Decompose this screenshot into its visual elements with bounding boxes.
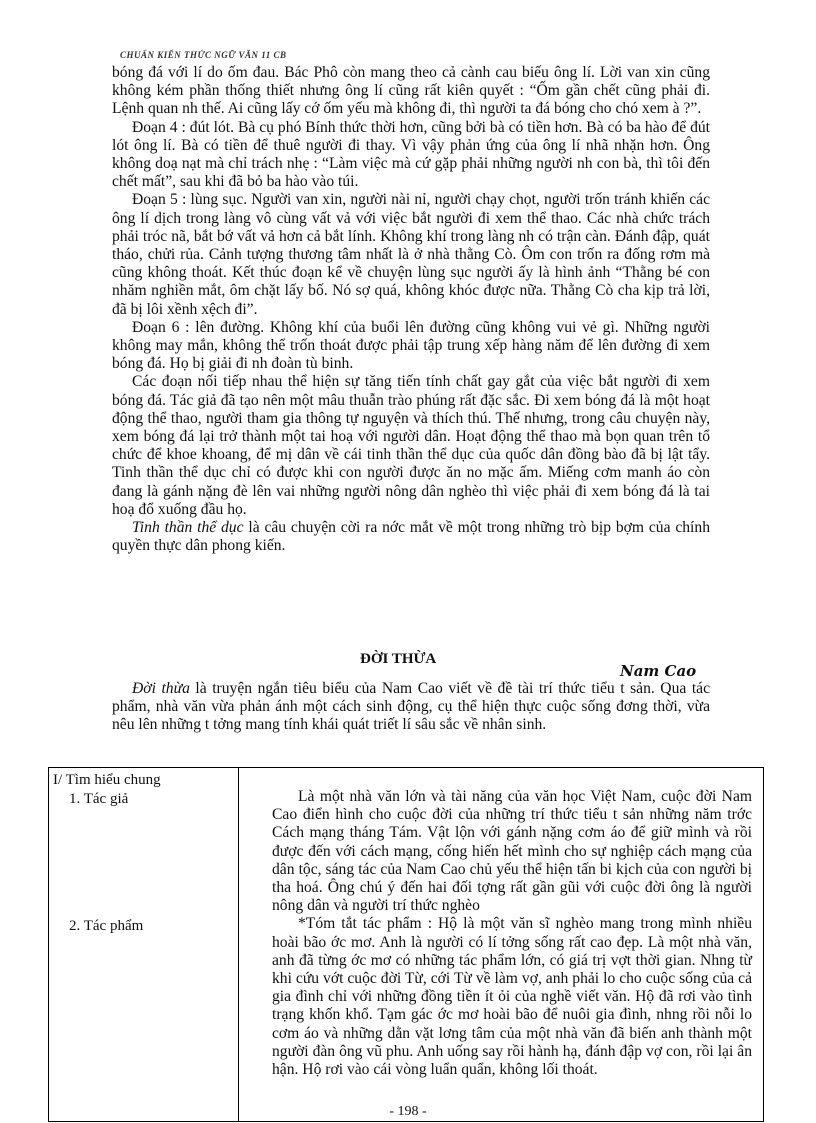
table-right-column — [239, 768, 763, 1121]
intro-text — [112, 680, 710, 735]
italic-title: Tinh thần thể dục — [132, 519, 244, 537]
intro-italic: Đời thừa — [132, 680, 190, 697]
author-name: Nam Cao — [620, 662, 697, 680]
table-heading: I/ Tìm hiểu chung — [53, 772, 161, 788]
paragraph-3: Đoạn 5 : lùng sục. Người van xin, người nài nỉ, người chạy chọt, người trốn tránh khiến các ông lí dịch trong làng vô cùng vất vả với việc bắt người đi xem thể thao. Các nhà chức trách phải tróc nã, bắt bớ vất vả hơn cả bắt lính. Không khí trong làng nh có trận càn. Đánh đập, quát tháo, chửi rủa. Cảnh tượng thương tâm nhất là ở nhà thằng Cò. Ôm con trốn ra đống rơm mà cũng không thoát. Kết thúc đoạn kể về chuyện lùng sục người ấy là hình ảnh “Thằng bé con nhăm nghiền mắt, ôm chặt lấy bố. Nó sợ quá, không khóc được nữa. Thằng Cò cha kịp trả lời, đã bị lôi xềnh xệch đi”. — [112, 191, 710, 318]
content-table — [48, 767, 764, 1122]
table-item-author: 1. Tác giả — [69, 791, 129, 807]
paragraph-5: Các đoạn nối tiếp nhau thể hiện sự tăng tiến tính chất gay gắt của việc bắt người đi xem bóng đá. Tác giả đã tạo nên một mâu thuẫn trào phúng rất đặc sắc. Đi xem bóng đá là một hoạt động thể thao, người tham gia thông tự nguyện và thích thú. Thế nhưng, trong câu chuyện này, xem bóng đá lại trở thành một tai hoạ với người dân. Hoạt động thể thao mà bọn quan trên tổ chức để khoe khoang, để mị dân về cái tinh thần thể dục của quốc dân đồng bào đã bị lật tẩy. Tinh thần thể dục chỉ có được khi con người được ăn no mặc ấm. Miếng cơm manh áo còn đang là gánh nặng đè lên vai những người nông dân nghèo thì việc phải đi xem bóng đá là tai hoạ đổ xuống đầu họ. — [112, 373, 710, 518]
paragraph-4: Đoạn 6 : lên đường. Không khí của buổi lên đường cũng không vui vẻ gì. Những người không may mắn, không thể trốn thoát được phải tập trung xếp hàng năm để lên đường đi xem bóng đá. Họ bị giải đi nh đoàn tù binh. — [112, 318, 710, 373]
table-item-work: 2. Tác phẩm — [69, 918, 144, 934]
author-description: Là một nhà văn lớn và tài năng của văn học Việt Nam, cuộc đời Nam Cao điển hình cho cuộc đời của những trí thức tiểu t sản những năm trớc Cách mạng tháng Tám. Vật lộn với gánh nặng cơm áo để giữ mình và rồi được đến với cách mạng, cống hiến hết mình cho sự nghiệp cách mạng của dân tộc, sáng tác của Nam Cao chủ yếu thể hiện tấn bi kịch của con người bị tha hoá. Ông chú ý đến hai đối tợng rất gần gũi với cuộc đời ông là người nông dân và người trí thức nghèo — [272, 788, 752, 915]
intro-paragraph — [112, 680, 710, 735]
paragraph-1: bóng đá với lí do ốm đau. Bác Phô còn mang theo cả cành cau biếu ông lí. Lời van xin cũng không kém phần thống thiết nhưng ông lí cũng rất kiên quyết : “Ốm gần chết cũng phải đi. Lệnh quan nh thế. Ai cũng lấy cớ ốm yếu mà không đi, thì người ta đá bóng cho chó xem à ?”. — [112, 64, 710, 118]
section-title: ĐỜI THỪA — [360, 651, 437, 667]
paragraph-6 — [112, 519, 710, 555]
table-left-column — [49, 768, 239, 1121]
page-number: - 198 - — [389, 1104, 427, 1119]
body-text — [112, 64, 710, 555]
header-note: CHUẨN KIẾN THỨC NGỮ VĂN 11 CB — [120, 50, 287, 60]
intro-paragraph-text: là truyện ngắn tiêu biểu của Nam Cao viết về đề tài trí thức tiểu t sản. Qua tác phẩm, nhà văn vừa phản ánh một cách sinh động, cụ thể hiện thực cuộc sống đơng thời, vừa nêu lên những t tởng mang tính khái quát triết lí sâu sắc về nhân sinh. — [112, 680, 710, 734]
work-summary: *Tóm tắt tác phẩm : Hộ là một văn sĩ nghèo mang trong mình nhiều hoài bão ớc mơ. Anh là người có lí tởng sống rất cao đẹp. Là một nhà văn, anh đã từng ớc mơ có những tác phẩm lớn, có giá trị vợt thời gian. Nhng từ khi cứu vớt cuộc đời Từ, cới Từ về làm vợ, anh phải lo cho cuộc sống của cả gia đình chỉ với những đồng tiền ít ỏi của nghề viết văn. Hộ đã rơi vào tình trạng khốn khổ. Tạm gác ớc mơ hoài bão để nuôi gia đình, nhng rồi nỗi lo cơm áo và những dằn vặt lơng tâm của một nhà văn đã biến anh thành một người đàn ông vũ phu. Anh uống say rồi hành hạ, đánh đập vợ con, rồi lại ân hận. Hộ rơi vào cái vòng luẩn quẩn, không lối thoát. — [272, 915, 752, 1079]
paragraph-6-text: là câu chuyện cời ra nớc mắt về một trong những trò bịp bợm của chính quyền thực dân phong kiến. — [112, 519, 710, 555]
paragraph-2: Đoạn 4 : đút lót. Bà cụ phó Bính thức thời hơn, cũng bởi bà có tiền hơn. Bà có ba hào để đút lót ông lí. Bà có tiền để thuê người đi thay. Vì vậy phản ứng của ông lí nhã nhặn hơn. Ông không doạ nạt mà chỉ trách nhẹ : “Làm việc mà cứ gặp phải những người nh con bà, thì tôi đến chết mất”, sau khi đã bỏ ba hào vào túi. — [112, 118, 710, 191]
table-right-text — [272, 788, 752, 1079]
